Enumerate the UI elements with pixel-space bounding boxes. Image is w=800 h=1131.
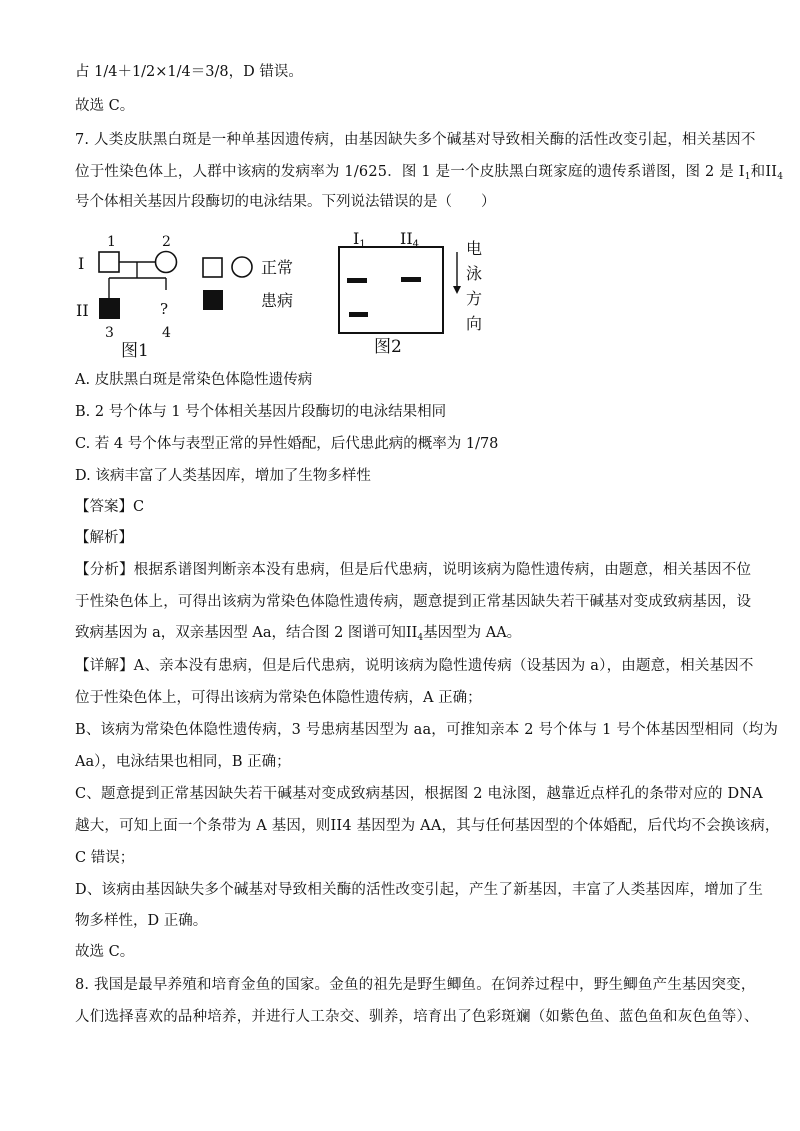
direction-label-char-1: 电 bbox=[466, 239, 483, 258]
lane-II4-label: II4 bbox=[400, 229, 420, 250]
q7-analysis-line2: 于性染色体上，可得出该病为常染色体隐性遗传病，题意提到正常基因缺失若干碱基对变成致病基因，设 bbox=[75, 594, 752, 610]
prev-conclusion: 故选 C。 bbox=[75, 98, 135, 114]
q7-option-c: C. 若 4 号个体与表型正常的异性婚配，后代患此病的概率为 1/78 bbox=[75, 436, 499, 452]
q7-detail-line4: Aa），电泳结果也相同，B 正确； bbox=[75, 754, 291, 770]
q8-line2: 人们选择喜欢的品种培养，并进行人工杂交、驯养，培育出了色彩斑斓（如紫色鱼、蓝色鱼和灰色鱼等）、 bbox=[75, 1009, 759, 1025]
band-II4 bbox=[401, 277, 421, 282]
pedigree-num-2: 2 bbox=[162, 234, 171, 250]
q7-option-a: A. 皮肤黑白斑是常染色体隐性遗传病 bbox=[75, 372, 313, 388]
q7-option-d: D. 该病丰富了人类基因库，增加了生物多样性 bbox=[75, 468, 371, 484]
legend-affected-symbol bbox=[203, 290, 223, 310]
direction-label-char-3: 方 bbox=[466, 289, 483, 308]
q7-detail-line6: 越大，可知上面一个条带为 A 基因，则II4 基因型为 AA，其与任何基因型的个体婚配，后代均不会换该病， bbox=[75, 818, 780, 834]
pedigree-num-1: 1 bbox=[107, 234, 116, 250]
legend-normal-label: 正常 bbox=[261, 258, 294, 277]
q7-analysis-line3: 致病基因为 a，双亲基因型 Aa，结合图 2 图谱可知$II_4$基因型为 AA。 bbox=[75, 625, 522, 643]
male-3-affected-symbol bbox=[99, 298, 120, 319]
figure2-caption: 图2 bbox=[374, 337, 402, 357]
pedigree-num-3: 3 bbox=[105, 325, 114, 341]
direction-label-char-4: 向 bbox=[466, 314, 483, 333]
q8-line1: 8. 我国是最早养殖和培育金鱼的国家。金鱼的祖先是野生鲫鱼。在饲养过程中，野生鲫鱼产生基因突变， bbox=[75, 977, 756, 993]
prev-answer-tail: 占 1/4＋1/2×1/4＝3/8，D 错误。 bbox=[75, 64, 303, 80]
direction-arrow-head bbox=[453, 286, 461, 294]
legend-normal-female-symbol bbox=[232, 257, 252, 277]
gel-frame bbox=[339, 247, 443, 333]
direction-label-char-2: 泳 bbox=[466, 264, 483, 283]
q7-stem-line3: 号个体相关基因片段酶切的电泳结果。下列说法错误的是（ ） bbox=[75, 194, 496, 210]
pedigree-num-4: 4 bbox=[162, 325, 171, 341]
q7-detail-line2: 位于性染色体上，可得出该病为常染色体隐性遗传病，A 正确； bbox=[75, 690, 482, 706]
q7-option-b: B. 2 号个体与 1 号个体相关基因片段酶切的电泳结果相同 bbox=[75, 404, 447, 420]
figure1-pedigree bbox=[70, 228, 310, 368]
band-I1-upper bbox=[347, 278, 367, 283]
legend-normal-male-symbol bbox=[203, 258, 222, 277]
q7-stem-line1: 7. 人类皮肤黑白斑是一种单基因遗传病，由基因缺失多个碱基对导致相关酶的活性改变引起，相关基因不 bbox=[75, 132, 756, 148]
pedigree-gen-I-label: I bbox=[78, 254, 85, 273]
q7-conclusion: 故选 C。 bbox=[75, 944, 135, 960]
q7-stem-line2: 位于性染色体上，人群中该病的发病率为 1/625．图 1 是一个皮肤黑白斑家庭的遗传系谱图，图 2 是 $I_1$和$II_4$ bbox=[75, 164, 784, 182]
q7-analysis-heading: 【解析】 bbox=[75, 530, 133, 546]
legend-affected-label: 患病 bbox=[261, 291, 294, 310]
band-I1-lower bbox=[349, 312, 368, 317]
pedigree-gen-II-label: II bbox=[76, 301, 89, 320]
q7-answer: 【答案】C bbox=[75, 499, 145, 515]
figure1-caption: 图1 bbox=[121, 341, 149, 361]
figure2-electrophoresis bbox=[330, 226, 500, 361]
q7-detail-line5: C、题意提到正常基因缺失若干碱基对变成致病基因，根据图 2 电泳图，越靠近点样孔的条带对应的 DNA bbox=[75, 786, 763, 802]
lane-I1-label: I1 bbox=[353, 229, 366, 250]
q7-detail-line1: 【详解】A、亲本没有患病，但是后代患病，说明该病为隐性遗传病（设基因为 a），由题意，相关基因不 bbox=[75, 658, 754, 674]
q7-analysis-line1: 【分析】根据系谱图判断亲本没有患病，但是后代患病，说明该病为隐性遗传病，由题意，相关基因不位 bbox=[75, 562, 752, 578]
q7-detail-line7: C 错误； bbox=[75, 850, 135, 866]
q7-detail-line8: D、该病由基因缺失多个碱基对导致相关酶的活性改变引起，产生了新基因，丰富了人类基因库，增加了生 bbox=[75, 882, 764, 898]
female-2-normal-symbol bbox=[156, 252, 177, 273]
q7-detail-line9: 物多样性，D 正确。 bbox=[75, 913, 208, 929]
unknown-mark: ? bbox=[160, 300, 169, 318]
q7-detail-line3: B、该病为常染色体隐性遗传病，3 号患病基因型为 aa，可推知亲本 2 号个体与 1 号个体基因型相同（均为 bbox=[75, 722, 779, 738]
male-1-normal-symbol bbox=[99, 252, 119, 272]
